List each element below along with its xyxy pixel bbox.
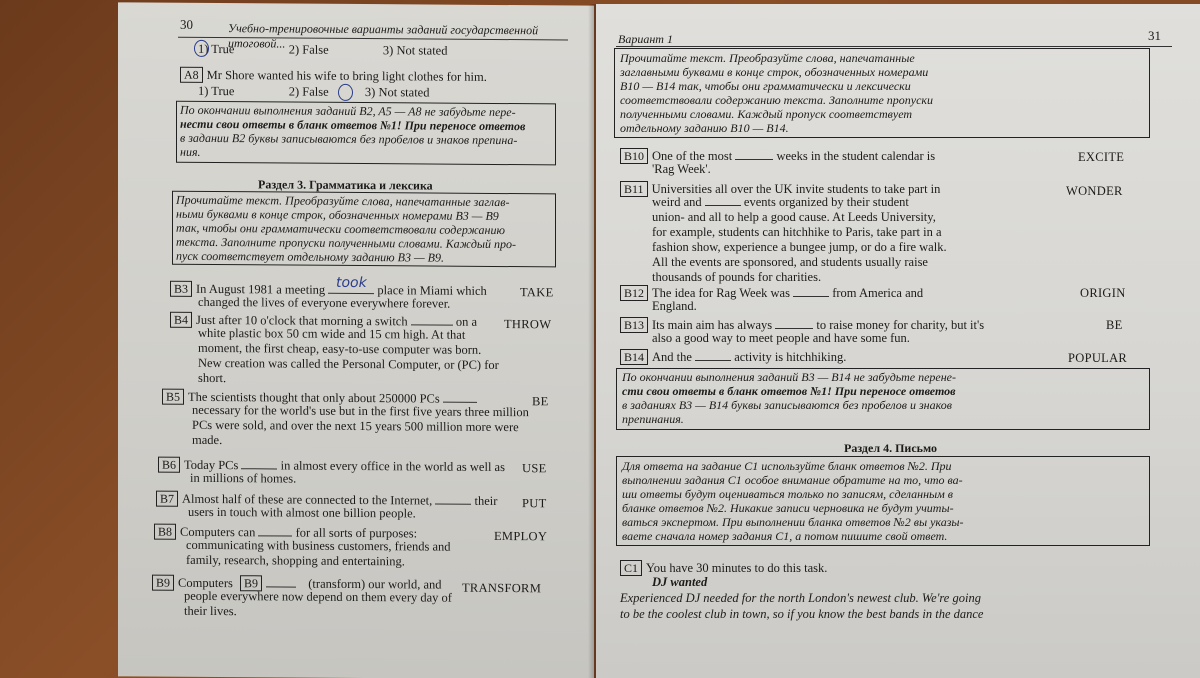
task-tag: B8 xyxy=(154,524,176,541)
task-tag: C1 xyxy=(620,560,642,576)
instruction-line: B10 — B14 так, чтобы они грамматически и лексически xyxy=(620,79,911,93)
task-text: to raise money for charity, but it's xyxy=(816,318,985,332)
instruction-line: Прочитайте текст. Преобразуйте слова, напечатанные заглав- xyxy=(176,192,510,210)
running-header-left: Учебно-тренировочные варианты заданий государственной итоговой... xyxy=(228,21,539,51)
inline-answer-box: B9 xyxy=(240,575,262,592)
option-not-stated: 3) Not stated xyxy=(382,43,448,58)
task-text: moment, the first cheap, easy-to-use computer was born. xyxy=(198,340,482,357)
task-text: You have 30 minutes to do this task. xyxy=(646,561,828,575)
task-text: Today PCs xyxy=(184,457,239,473)
instruction-line: соответствовали содержанию текста. Заполните пропуски xyxy=(620,93,934,107)
task-tag: B11 xyxy=(620,181,648,197)
note-line: ваете сначала номер задания C1, а потом пишите свой ответ. xyxy=(622,529,948,543)
task-text: their xyxy=(474,493,498,508)
instruction-line: заглавными буквами в конце строк, обозначенных номерами xyxy=(620,65,929,79)
note-line: выполнении задания C1 особое внимание обратите на то, что ва- xyxy=(622,473,963,487)
keyword-excite: EXCITE xyxy=(1078,150,1125,164)
task-tag: B12 xyxy=(620,285,648,301)
task-text: changed the lives of everyone everywhere forever. xyxy=(198,294,451,311)
task-text: activity is hitchhiking. xyxy=(734,350,847,364)
note-line: ши ответы будут оцениваться только по записям, сделанным в xyxy=(622,487,954,501)
keyword-wonder: WONDER xyxy=(1066,184,1123,198)
task-text: Universities all over the UK invite students to take part in xyxy=(651,182,941,196)
task-text: for example, students can hitchhike to Paris, take part in a xyxy=(652,225,942,239)
task-text: Its main aim has always xyxy=(652,318,773,332)
note-line: бланке ответов №2. Никакие записи черновика не будут учиты- xyxy=(622,501,954,515)
task-text: people everywhere now depend on them every day of xyxy=(184,588,452,605)
running-header-right: Вариант 1 xyxy=(618,32,673,46)
task-text: 'Rag Week'. xyxy=(652,162,711,176)
task-tag: B7 xyxy=(156,491,178,508)
option-false: 2) False xyxy=(288,42,329,57)
pen-circle-mark xyxy=(338,84,353,101)
task-text: The idea for Rag Week was xyxy=(652,286,790,300)
task-text: in almost every office in the world as well as xyxy=(280,458,505,475)
keyword-employ: EMPLOY xyxy=(494,528,548,544)
option-false: 2) False xyxy=(288,84,329,99)
task-text: One of the most xyxy=(652,149,733,163)
task-tag: B10 xyxy=(620,148,648,164)
task-tag: B14 xyxy=(620,349,648,365)
instruction-line: отдельному заданию B10 — B14. xyxy=(620,121,789,135)
task-text: All the events are sponsored, and students usually raise xyxy=(652,255,928,269)
task-text: Computers can xyxy=(180,524,256,540)
keyword-use: USE xyxy=(522,461,547,476)
a8-options xyxy=(198,85,429,99)
task-text: necessary for the world's use but in the first five years three million xyxy=(192,402,529,420)
task-text: on a xyxy=(455,314,478,329)
note-line: По окончании выполнения заданий B3 — B14 не забудьте перене- xyxy=(622,370,956,384)
task-tag: B5 xyxy=(162,389,184,406)
task-b11-line2 xyxy=(652,196,909,209)
task-text: New creation was called the Personal Computer, or (PC) for xyxy=(198,355,499,372)
prev-question-options xyxy=(198,43,447,57)
instruction-line: пуск соответствует отдельному заданию B3 — B9. xyxy=(176,248,444,265)
task-text: (transform) our world, and xyxy=(308,576,442,592)
question-a8 xyxy=(180,67,487,86)
task-text: union- and all to help a good cause. At Leeds University, xyxy=(652,210,936,224)
question-text: Mr Shore wanted his wife to bring light clothes for him. xyxy=(206,67,487,84)
keyword-origin: ORIGIN xyxy=(1080,286,1126,300)
keyword-transform: TRANSFORM xyxy=(462,580,542,596)
keyword-throw: THROW xyxy=(504,317,552,332)
left-page xyxy=(118,2,594,678)
task-text: England. xyxy=(652,299,697,313)
task-tag: B4 xyxy=(170,312,192,329)
task-text: weird and xyxy=(652,195,702,209)
note-line: По окончании выполнения заданий B2, A5 — A8 не забудьте пере- xyxy=(180,102,516,120)
task-tag: B13 xyxy=(620,317,648,333)
task-c1 xyxy=(620,560,827,576)
instruction-line: так, чтобы они грамматически соответствовали содержанию xyxy=(176,220,505,238)
keyword-take: TAKE xyxy=(520,285,554,300)
handwritten-answer: took xyxy=(336,274,367,292)
header-rule xyxy=(616,46,1172,47)
task-text: Almost half of these are connected to the Internet, xyxy=(182,491,433,508)
instruction-line: текста. Заполните пропуски полученными словами. Каждый про- xyxy=(176,234,517,252)
question-tag: A8 xyxy=(180,67,203,84)
task-text: PCs were sold, and over the next 15 years 500 million more were xyxy=(192,417,519,435)
ad-text: to be the coolest club in town, so if you know the best bands in the dance xyxy=(620,607,984,621)
option-true: 1) True xyxy=(198,41,235,57)
keyword-be: BE xyxy=(532,394,549,409)
note-line: в заданиях B3 — B14 буквы записываются без пробелов и знаков xyxy=(622,398,952,412)
note-line: нести свои ответы в бланк ответов №1! При переносе ответов xyxy=(180,116,526,134)
section-3-title: Раздел 3. Грамматика и лексика xyxy=(258,177,433,193)
task-text: Just after 10 o'clock that morning a switch xyxy=(196,312,408,329)
task-text: In August 1981 a meeting xyxy=(196,281,326,297)
task-text: for all sorts of purposes: xyxy=(295,525,418,541)
instruction-line: Прочитайте текст. Преобразуйте слова, напечатанные xyxy=(620,51,915,65)
task-tag: B6 xyxy=(158,457,180,474)
book-spread xyxy=(118,4,1200,678)
note-line: Для ответа на задание C1 используйте бланк ответов №2. При xyxy=(622,459,952,473)
instruction-line: полученными словами. Каждый пропуск соответствует xyxy=(620,107,913,121)
page-number-right: 31 xyxy=(1148,28,1161,43)
option-true: 1) True xyxy=(198,83,235,99)
task-text: And the xyxy=(652,350,692,364)
task-text: weeks in the student calendar is xyxy=(776,149,936,163)
note-line: в задании B2 буквы записываются без пробелов и знаков препина- xyxy=(180,130,518,148)
task-text: events organized by their student xyxy=(743,195,909,209)
right-page xyxy=(596,4,1200,678)
task-tag: B9 xyxy=(152,575,174,592)
ad-title: DJ wanted xyxy=(652,575,708,589)
task-text: also a good way to meet people and have some fun. xyxy=(652,331,910,345)
task-text: users in touch with almost one billion people. xyxy=(188,504,416,521)
task-text: thousands of pounds for charities. xyxy=(652,270,822,284)
note-line: ния. xyxy=(180,144,201,159)
task-text: Computers xyxy=(178,575,233,591)
task-text: family, research, shopping and entertaining. xyxy=(186,552,405,569)
task-text: white plastic box 50 cm wide and 15 cm high. At that xyxy=(198,325,466,342)
task-text: from America and xyxy=(832,286,924,300)
note-line: ваться экспертом. При выполнении бланка ответов №2 вы указы- xyxy=(622,515,964,529)
task-text: short. xyxy=(198,370,227,386)
keyword-be: BE xyxy=(1106,318,1123,332)
option-not-stated: 3) Not stated xyxy=(364,85,430,100)
pen-circle-mark xyxy=(194,40,209,57)
note-line: сти свои ответы в бланк ответов №1! При переносе ответов xyxy=(622,384,956,398)
task-text: place in Miami which xyxy=(377,283,487,298)
task-text: their lives. xyxy=(184,603,237,619)
instruction-line: ными буквами в конце строк, обозначенных номерами B3 — B9 xyxy=(176,206,499,223)
task-text: made. xyxy=(192,432,223,448)
keyword-popular: POPULAR xyxy=(1068,351,1128,365)
page-number-left: 30 xyxy=(180,16,193,32)
task-text: fashion show, experience a bungee jump, or do a fire walk. xyxy=(652,240,947,254)
task-text: The scientists thought that only about 250000 PCs xyxy=(188,389,440,406)
ad-text: Experienced DJ needed for the north London's newest club. We're going xyxy=(620,591,981,605)
keyword-put: PUT xyxy=(522,496,547,511)
section-4-title: Раздел 4. Письмо xyxy=(844,441,937,455)
note-line: препинания. xyxy=(622,412,684,426)
task-b14 xyxy=(620,349,846,365)
task-tag: B3 xyxy=(170,281,192,298)
task-text: communicating with business customers, friends and xyxy=(186,537,451,554)
task-text: in millions of homes. xyxy=(190,470,297,486)
